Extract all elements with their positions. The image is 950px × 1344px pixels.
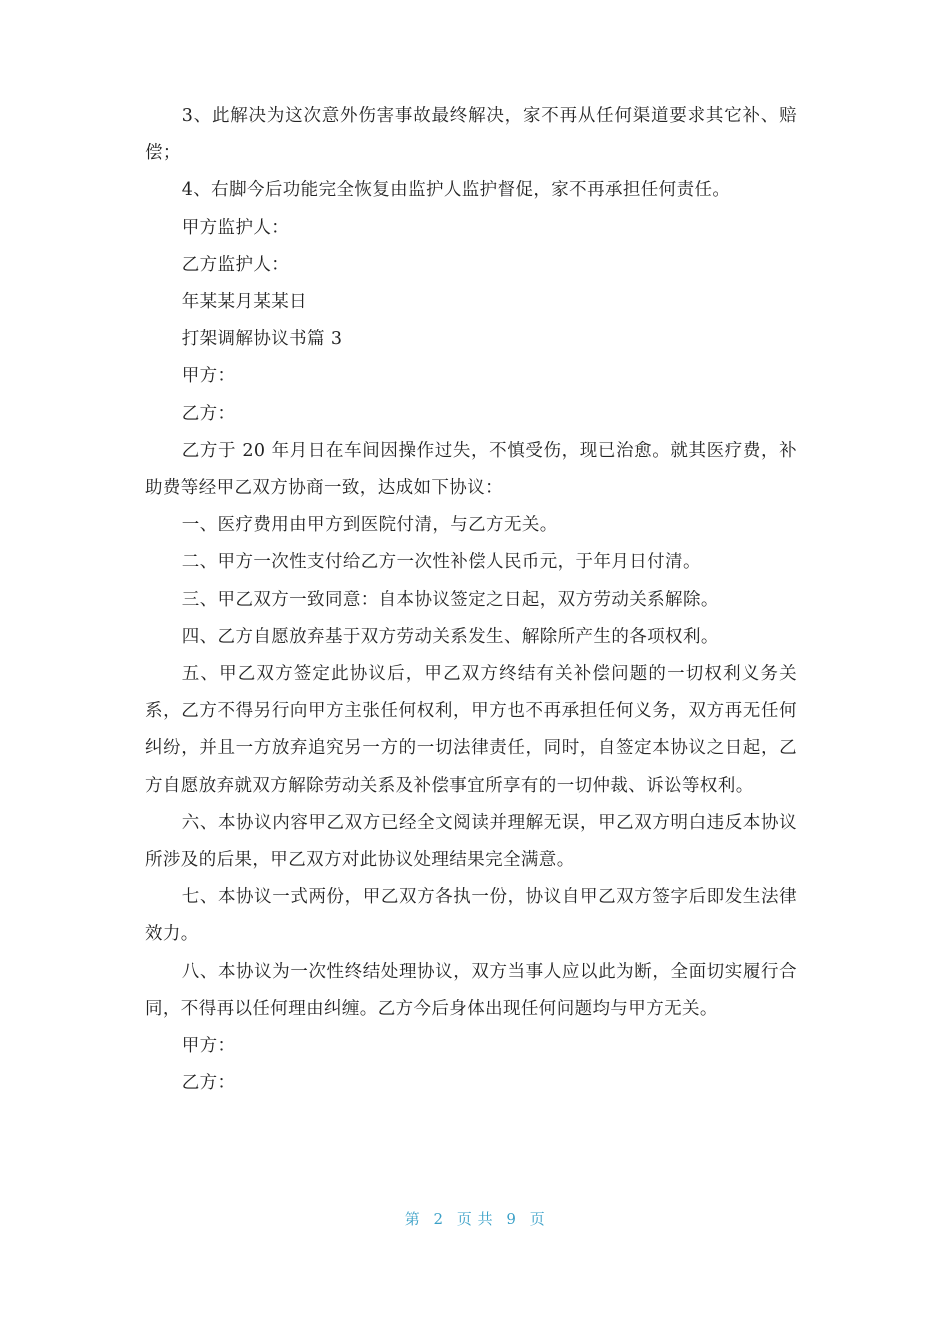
paragraph-item-1: 一、医疗费用由甲方到医院付清，与乙方无关。 <box>181 515 558 536</box>
page-footer <box>0 1208 950 1229</box>
date-line: 年某某月某某日 <box>181 292 308 313</box>
paragraph-item-5: 五、甲乙双方签定此协议后，甲乙双方终结有关补偿问题的一切权利义务关系，乙方不得另行向甲方主张任何权利，甲方也不再承担任何义务，双方再无任何纠纷，并且一方放弃追究另一方的一切法律责任，同时，自签定本协议之日起，乙方自愿放弃就双方解除劳动关系及补偿事宜所享有的一切仲裁、诉讼等权利。 <box>145 664 797 796</box>
document-body <box>145 98 797 1102</box>
footer-page-number: 2 <box>433 1210 444 1228</box>
party-b-line: 乙方： <box>181 403 236 424</box>
party-b-guardian-line: 乙方监护人： <box>181 254 290 275</box>
paragraph-item-6: 六、本协议内容甲乙双方已经全文阅读并理解无误，甲乙双方明白违反本协议所涉及的后果，甲乙双方对此协议处理结果完全满意。 <box>145 812 797 871</box>
party-b-signature-line: 乙方： <box>181 1073 236 1094</box>
paragraph-item-3: 三、甲乙双方一致同意：自本协议签定之日起，双方劳动关系解除。 <box>181 589 719 610</box>
section-title: 打架调解协议书篇 3 <box>181 329 343 350</box>
footer-middle: 页 共 <box>456 1210 494 1228</box>
party-a-guardian-line: 甲方监护人： <box>181 217 290 238</box>
paragraph-item-4: 四、乙方自愿放弃基于双方劳动关系发生、解除所产生的各项权利。 <box>181 626 719 647</box>
footer-prefix: 第 <box>404 1210 421 1228</box>
paragraph-intro: 乙方于 20 年月日在车间因操作过失，不慎受伤，现已治愈。就其医疗费，补助费等经甲乙双方协商一致，达成如下协议： <box>145 440 797 499</box>
footer-total-pages: 9 <box>506 1210 517 1228</box>
paragraph-item-8: 八、本协议为一次性终结处理协议，双方当事人应以此为断，全面切实履行合同，不得再以任何理由纠缠。乙方今后身体出现任何问题均与甲方无关。 <box>145 961 797 1019</box>
paragraph-item-2: 二、甲方一次性支付给乙方一次性补偿人民币元，于年月日付清。 <box>181 552 701 573</box>
paragraph-item-7: 七、本协议一式两份，甲乙双方各执一份，协议自甲乙双方签字后即发生法律效力。 <box>145 887 797 945</box>
footer-suffix: 页 <box>529 1210 546 1228</box>
paragraph-clause-4: 4、右脚今后功能完全恢复由监护人监护督促，家不再承担任何责任。 <box>181 180 731 201</box>
paragraph-clause-3: 3、此解决为这次意外伤害事故最终解决，家不再从任何渠道要求其它补、赔偿； <box>145 106 797 164</box>
party-a-line: 甲方： <box>181 366 236 387</box>
party-a-signature-line: 甲方： <box>181 1036 236 1057</box>
